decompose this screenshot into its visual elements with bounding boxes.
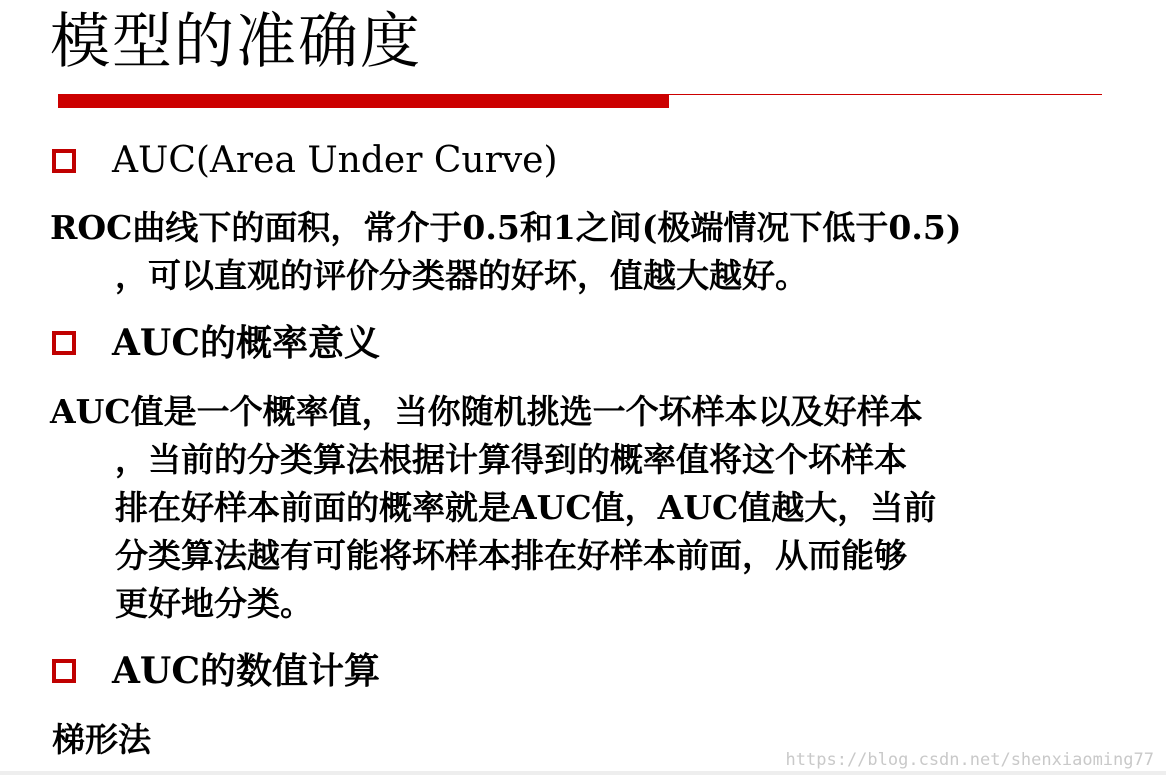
- bullet-label: AUC(Area Under Curve): [112, 140, 558, 181]
- square-bullet-icon: [52, 149, 76, 173]
- watermark: https://blog.csdn.net/shenxiaoming77: [785, 750, 1154, 770]
- bullet-auc-calculation: [52, 648, 380, 694]
- paragraph-line: ，可以直观的评价分类器的好坏，值越大越好。: [115, 256, 808, 295]
- paragraph-line: ROC曲线下的面积，常介于0.5和1之间(极端情况下低于0.5): [50, 208, 962, 247]
- bullet-auc-probability: [52, 320, 380, 366]
- paragraph-line: 排在好样本前面的概率就是AUC值，AUC值越大，当前: [115, 488, 937, 527]
- auc-probability-paragraph: [50, 388, 936, 628]
- bullet-label: AUC的概率意义: [112, 322, 380, 364]
- bottom-strip: [0, 771, 1166, 775]
- sub-heading-trapezoid: 梯形法: [52, 720, 151, 759]
- paragraph-line: AUC值是一个概率值，当你随机挑选一个坏样本以及好样本: [50, 392, 923, 431]
- title-rule-thick: [58, 94, 669, 108]
- slide-title: 模型的准确度: [50, 7, 422, 77]
- square-bullet-icon: [52, 331, 76, 355]
- paragraph-line: 更好地分类。: [115, 584, 313, 623]
- paragraph-line: 分类算法越有可能将坏样本排在好样本前面，从而能够: [115, 536, 907, 575]
- square-bullet-icon: [52, 659, 76, 683]
- auc-definition-paragraph: [50, 204, 961, 300]
- paragraph-line: ，当前的分类算法根据计算得到的概率值将这个坏样本: [115, 440, 907, 479]
- bullet-auc: [52, 138, 558, 184]
- title-rule-thin: [669, 94, 1102, 95]
- bullet-label: AUC的数值计算: [112, 650, 380, 692]
